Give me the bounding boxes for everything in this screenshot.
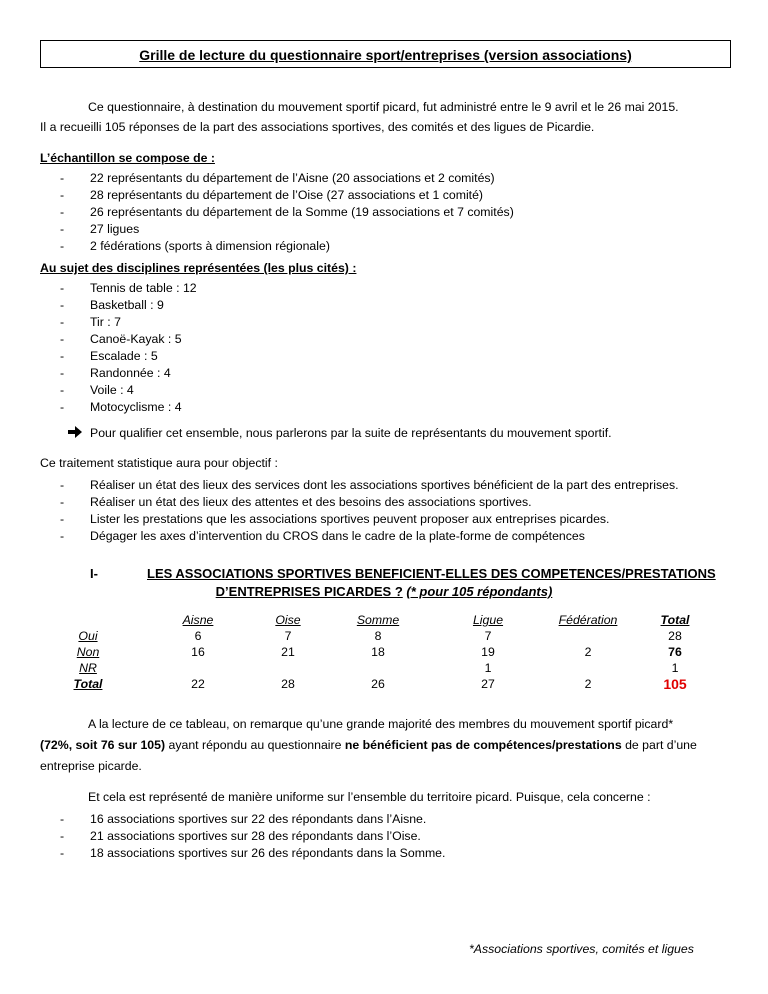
table-cell (158, 660, 238, 676)
table-cell: 21 (281, 645, 295, 659)
list-item: Voile : 4 (90, 383, 134, 397)
section-number: I- (90, 566, 98, 581)
list-bullet: - (60, 281, 65, 295)
page-title: Grille de lecture du questionnaire sport/entreprises (version associations) (139, 47, 632, 63)
table-cell: 18 (371, 645, 385, 659)
list-item: 18 associations sportives sur 26 des répondants dans la Somme. (90, 846, 446, 860)
list-bullet: - (60, 205, 65, 219)
list-bullet: - (60, 366, 65, 380)
list-item: 2 fédérations (sports à dimension régionale) (90, 239, 330, 253)
list-bullet: - (60, 512, 65, 526)
list-bullet: - (60, 495, 65, 509)
table-cell: 1 (671, 661, 679, 675)
section-title-note: (* pour 105 répondants) (406, 584, 553, 599)
table-cell (338, 660, 418, 676)
intro-line-2: Il a recueilli 105 réponses de la part des associations sportives, des comités et des ligues de Picardie. (40, 120, 595, 134)
table-cell: 2 (584, 677, 592, 691)
list-item: Tennis de table : 12 (90, 281, 197, 295)
list-item: Lister les prestations que les associations sportives peuvent proposer aux entreprises picardes. (90, 512, 610, 526)
list-item: 26 représentants du département de la Somme (19 associations et 7 comités) (90, 205, 514, 219)
column-aisne (158, 612, 238, 692)
column-header: Total (660, 613, 690, 627)
table-cell: 1 (484, 661, 492, 675)
list-bullet: - (60, 349, 65, 363)
analysis-line-1: A la lecture de ce tableau, on remarque qu’une grande majorité des membres du mouvement sportif picard* (88, 717, 674, 731)
list-bullet: - (60, 846, 65, 860)
column-header: Somme (356, 613, 400, 627)
table-cell: 76 (668, 645, 682, 659)
table-cell (248, 660, 328, 676)
table-cell: 8 (374, 629, 382, 643)
list-item: 27 ligues (90, 222, 140, 236)
row-label-total: Total (73, 677, 103, 691)
column-header: Aisne (182, 613, 214, 627)
list-bullet: - (60, 171, 65, 185)
list-item: Réaliser un état des lieux des attentes et des besoins des associations sportives. (90, 495, 532, 509)
row-labels (58, 628, 118, 692)
section-title-question: D’ENTREPRISES PICARDES ? (215, 584, 403, 599)
table-cell (543, 660, 633, 676)
list-item: 21 associations sportives sur 28 des répondants dans l’Oise. (90, 829, 421, 843)
column-ligue (448, 612, 528, 692)
column-total (635, 612, 715, 692)
list-bullet: - (60, 239, 65, 253)
list-bullet: - (60, 478, 65, 492)
list-item: Tir : 7 (90, 315, 121, 329)
table-cell: 19 (481, 645, 495, 659)
list-item: 16 associations sportives sur 22 des répondants dans l’Aisne. (90, 812, 427, 826)
list-item: Réaliser un état des lieux des services dont les associations sportives bénéficient de la part des entreprises. (90, 478, 679, 492)
analysis-stat: (72%, soit 76 sur 105) (40, 738, 166, 752)
list-bullet: - (60, 222, 65, 236)
arrow-note: Pour qualifier cet ensemble, nous parlerons par la suite de représentants du mouvement sportif. (90, 426, 612, 440)
row-label-oui: Oui (78, 629, 98, 643)
row-label-non: Non (76, 645, 100, 659)
list-item: Randonnée : 4 (90, 366, 171, 380)
column-somme (338, 612, 418, 692)
table-cell: 6 (194, 629, 202, 643)
row-label-nr: NR (79, 661, 97, 675)
list-bullet: - (60, 315, 65, 329)
list-bullet: - (60, 332, 65, 346)
intro-line-1: Ce questionnaire, à destination du mouvement sportif picard, fut administré entre le 9 avril et le 26 mai 2015. (88, 100, 679, 114)
list-bullet: - (60, 383, 65, 397)
list-item: Dégager les axes d’intervention du CROS dans le cadre de la plate-forme de compétences (90, 529, 585, 543)
column-header: Ligue (472, 613, 504, 627)
table-cell: 7 (284, 629, 292, 643)
table-cell: 28 (668, 629, 682, 643)
analysis-line-3: entreprise picarde. (40, 759, 142, 773)
table-cell: 22 (191, 677, 205, 691)
list-bullet: - (60, 812, 65, 826)
analysis-emphasis: ne bénéficient pas de compétences/prestations (344, 738, 622, 752)
arrow-right-icon (68, 426, 82, 441)
list-bullet: - (60, 529, 65, 543)
list-item: Escalade : 5 (90, 349, 158, 363)
list-item: Motocyclisme : 4 (90, 400, 182, 414)
objective-heading: Ce traitement statistique aura pour objectif : (40, 456, 278, 470)
list-bullet: - (60, 829, 65, 843)
list-item: 28 représentants du département de l’Oise (27 associations et 1 comité) (90, 188, 484, 202)
section-title-line-1: LES ASSOCIATIONS SPORTIVES BENEFICIENT-ELLES DES COMPETENCES/PRESTATIONS (147, 566, 716, 581)
table-cell: 27 (481, 677, 495, 691)
analysis-end: de part d’une (621, 738, 697, 752)
section-title-line-2 (0, 584, 768, 599)
column-header: Oise (275, 613, 301, 627)
disciplines-heading: Au sujet des disciplines représentées (les plus cités) : (40, 261, 357, 275)
table-cell: 7 (484, 629, 492, 643)
column-header: Fédération (558, 613, 618, 627)
table-cell (543, 628, 633, 644)
analysis-paragraph-2: Et cela est représenté de manière uniforme sur l’ensemble du territoire picard. Puisque, cela concerne : (88, 790, 651, 804)
column-oise (248, 612, 328, 692)
title-box (40, 40, 731, 68)
list-bullet: - (60, 400, 65, 414)
grand-total-cell: 105 (663, 676, 687, 692)
table-cell: 28 (281, 677, 295, 691)
column-federation (543, 612, 633, 692)
table-cell: 16 (191, 645, 205, 659)
table-cell: 26 (371, 677, 385, 691)
table-cell: 2 (584, 645, 592, 659)
footnote: *Associations sportives, comités et ligues (469, 942, 694, 956)
analysis-mid: ayant répondu au questionnaire (165, 738, 345, 752)
list-item: Canoë-Kayak : 5 (90, 332, 182, 346)
list-bullet: - (60, 188, 65, 202)
list-item: Basketball : 9 (90, 298, 164, 312)
sample-heading: L’échantillon se compose de : (40, 151, 215, 165)
analysis-line-2 (40, 738, 697, 752)
list-item: 22 représentants du département de l’Aisne (20 associations et 2 comités) (90, 171, 495, 185)
list-bullet: - (60, 298, 65, 312)
